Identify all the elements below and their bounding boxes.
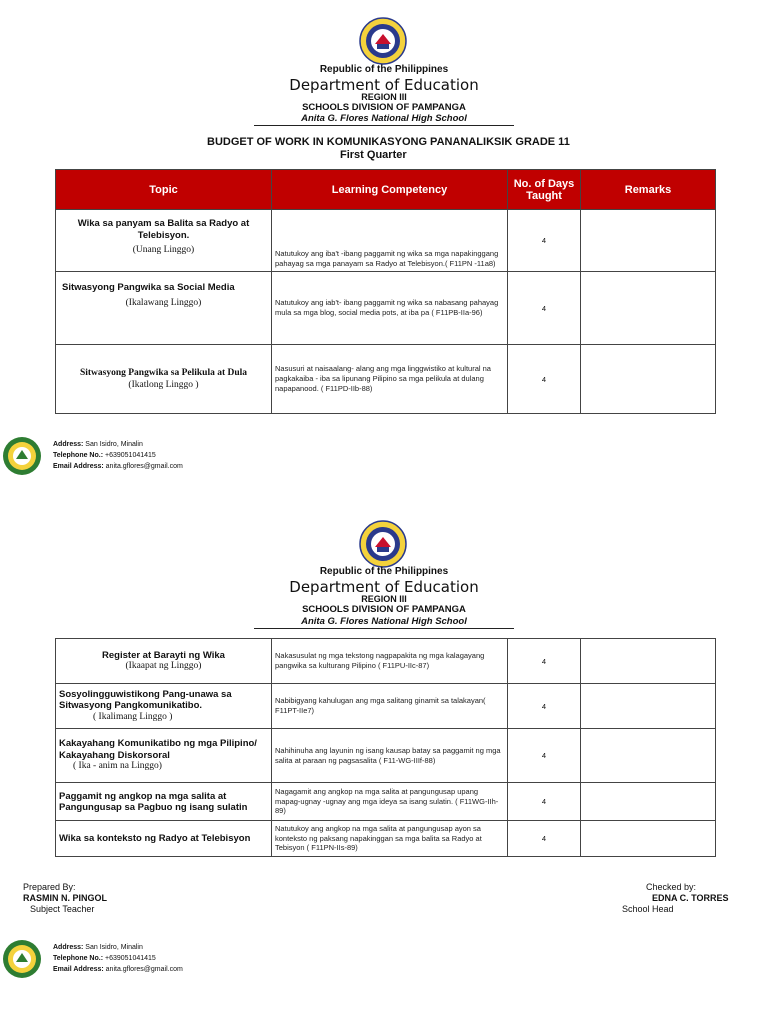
- email-label: Email Address:: [53, 463, 104, 470]
- col-header-remarks: Remarks: [581, 170, 716, 210]
- region-text: REGION III: [361, 594, 407, 604]
- republic-text: Republic of the Philippines: [319, 566, 449, 577]
- days-cell: 4: [508, 684, 581, 729]
- topic-cell: [56, 210, 272, 272]
- budget-table-page-2: [55, 638, 716, 857]
- title-line-1: BUDGET OF WORK IN KOMUNIKASYONG PANANALIKSIK GRADE 11: [207, 136, 570, 148]
- address-label: Address:: [53, 944, 84, 951]
- days-cell: 4: [508, 729, 581, 783]
- competency-cell: Nahihinuha ang layunin ng isang kausap batay sa paggamit ng mga salita at paraan ng pagsasalita ( F11-WG-IIIf-88): [272, 729, 508, 783]
- page-1: [0, 0, 768, 500]
- remarks-cell: [581, 729, 716, 783]
- email-value: anita.gflores@gmail.com: [105, 966, 183, 973]
- days-cell: 4: [508, 821, 581, 857]
- week-text: (Ikaapat ng Linggo): [125, 661, 202, 671]
- checked-role: School Head: [622, 904, 674, 914]
- email-label: Email Address:: [53, 966, 104, 973]
- email-value: anita.gflores@gmail.com: [105, 463, 183, 470]
- week-text: (Unang Linggo): [132, 245, 195, 255]
- topic-text: Sitwasyong Pangwika sa Pelikula at Dula: [79, 368, 248, 378]
- address-value: San Isidro, Minalin: [85, 441, 143, 448]
- school-name: Anita G. Flores National High School: [301, 113, 467, 124]
- competency-cell: Natutukoy ang angkop na mga salita at pangungusap ayon sa konteksto ng paksang napakinggan sa mga balita sa Radyo at Tebisyon ( F11PN-IIs-89): [272, 821, 508, 857]
- telephone-label: Telephone No.:: [53, 955, 104, 962]
- competency-cell: Natutukoy ang iab't- ibang paggamit ng wika sa nabasang pahayag mula sa mga blog, social media pots, at iba pa ( F11PB-IIa-96): [272, 272, 508, 345]
- school-logo-icon: [2, 436, 42, 476]
- topic-cell: [56, 684, 272, 729]
- table-row: [56, 272, 716, 345]
- table-row: [56, 639, 716, 684]
- days-cell: 4: [508, 345, 581, 414]
- table-row: [56, 821, 716, 857]
- table-row: [56, 345, 716, 414]
- deped-seal-icon: [359, 17, 407, 65]
- contact-block: [53, 942, 183, 975]
- competency-cell: Nabibigyang kahulugan ang mga salitang ginamit sa talakayan( F11PT-IIe7): [272, 684, 508, 729]
- remarks-cell: [581, 783, 716, 821]
- topic-text: Sitwasyong Pangwika sa Social Media: [62, 282, 235, 293]
- school-name: Anita G. Flores National High School: [301, 616, 467, 627]
- week-text: (Ikalawang Linggo): [125, 297, 202, 308]
- week-text: (Ikatlong Linggo ): [128, 379, 199, 390]
- col-header-topic: Topic: [56, 170, 272, 210]
- checked-by-block: [622, 882, 729, 915]
- topic-cell: Paggamit ng angkop na mga salita at Pangungusap sa Pagbuo ng isang sulatin: [56, 783, 272, 821]
- col-header-days: No. of Days Taught: [508, 170, 581, 210]
- topic-text: Register at Barayti ng Wika: [102, 649, 225, 661]
- days-cell: 4: [508, 783, 581, 821]
- topic-cell: Wika sa konteksto ng Radyo at Telebisyon: [56, 821, 272, 857]
- days-cell: 4: [508, 272, 581, 345]
- remarks-cell: [581, 639, 716, 684]
- checked-label: Checked by:: [646, 882, 697, 892]
- table-row: [56, 783, 716, 821]
- republic-text: Republic of the Philippines: [319, 64, 449, 75]
- department-title: Department of Education: [289, 578, 479, 596]
- division-text: SCHOOLS DIVISION OF PAMPANGA: [302, 604, 466, 615]
- department-title: Department of Education: [289, 76, 479, 94]
- remarks-cell: [581, 272, 716, 345]
- document-title: [207, 136, 570, 162]
- checked-name: EDNA C. TORRES: [652, 893, 729, 903]
- title-line-2: First Quarter: [340, 149, 407, 161]
- table-row: [56, 684, 716, 729]
- page-2: [0, 500, 768, 1024]
- prepared-name: RASMIN N. PINGOL: [23, 893, 108, 903]
- deped-seal-icon: [359, 520, 407, 568]
- region-text: REGION III: [361, 92, 407, 102]
- remarks-cell: [581, 684, 716, 729]
- days-cell: 4: [508, 639, 581, 684]
- prepared-label: Prepared By:: [23, 882, 76, 892]
- competency-cell: Nasusuri at naisaalang- alang ang mga linggwistiko at kultural na pagkakaiba - iba sa lipunang Pilipino sa mga pelikula at dulang napapanood. ( F11PD-IIb-88): [272, 345, 508, 414]
- table-row: [56, 729, 716, 783]
- prepared-role: Subject Teacher: [30, 904, 95, 914]
- competency-cell: Nagagamit ang angkop na mga salita at pangungusap upang mapag-ugnay -ugnay ang mga ideya sa isang sulatin. ( F11WG-IIh-89): [272, 783, 508, 821]
- telephone-label: Telephone No.:: [53, 452, 104, 459]
- address-value: San Isidro, Minalin: [85, 944, 143, 951]
- week-text: ( Ika - anim na Linggo): [73, 761, 162, 772]
- topic-cell: [56, 729, 272, 783]
- budget-table-page-1: [55, 169, 716, 414]
- table-row: [56, 210, 716, 272]
- school-logo-icon: [2, 939, 42, 979]
- contact-block: [53, 439, 183, 472]
- competency-cell: Nakasusulat ng mga tekstong nagpapakita ng mga kalagayang pangwika sa kulturang Pilipino ( F11PU-IIc-87): [272, 639, 508, 684]
- division-text: SCHOOLS DIVISION OF PAMPANGA: [302, 102, 466, 113]
- topic-text: Wika sa panyam sa Balita sa Radyo at Telebisyon.: [77, 218, 250, 241]
- table-header-row: [56, 170, 716, 210]
- telephone-value: +639051041415: [105, 452, 156, 459]
- col-header-competency: Learning Competency: [272, 170, 508, 210]
- topic-cell: [56, 345, 272, 414]
- prepared-by-block: [23, 882, 107, 915]
- topic-cell: [56, 272, 272, 345]
- header-divider: [254, 125, 514, 126]
- remarks-cell: [581, 210, 716, 272]
- header-divider: [254, 628, 514, 629]
- telephone-value: +639051041415: [105, 955, 156, 962]
- address-label: Address:: [53, 441, 84, 448]
- week-text: ( Ikalimang Linggo ): [93, 711, 173, 722]
- topic-text: Kakayahang Komunikatibo ng mga Pilipino/ Kakayahang Diskorsoral: [59, 738, 257, 761]
- competency-cell: Natutukoy ang iba't -ibang paggamit ng wika sa mga napakinggang pahayag sa mga panayam sa Radyo at Telebisyon.( F11PN -11a8): [272, 210, 508, 272]
- days-cell: 4: [508, 210, 581, 272]
- topic-cell: [56, 639, 272, 684]
- remarks-cell: [581, 345, 716, 414]
- topic-text: Sosyolingguwistikong Pang-unawa sa Sitwasyong Pangkomunikatibo.: [59, 688, 232, 712]
- remarks-cell: [581, 821, 716, 857]
